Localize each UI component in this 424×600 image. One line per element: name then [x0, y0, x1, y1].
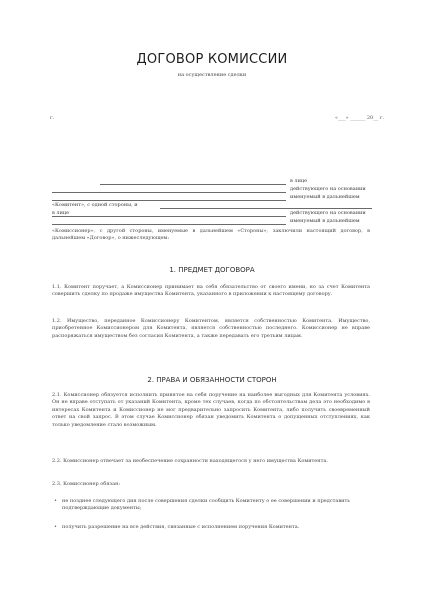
section-2-paragraph-3: 2.3. Комиссионер обязан: — [52, 481, 121, 487]
section-2-bullet-2 — [52, 524, 370, 531]
bullet-text: получить разрешение на все действия, связанные с исполнением поручения Комитента. — [62, 524, 300, 530]
document-subtitle: на осуществление сделки — [177, 72, 247, 78]
section-2-bullet-1 — [52, 498, 370, 513]
party-2-name-blank — [52, 216, 286, 217]
section-2-paragraph-2: 2.2. Комиссионер отвечает за необеспечение сохранности находящегося у него имущества Комитента. — [52, 458, 328, 464]
party-1-in-person: в лице — [290, 178, 308, 184]
section-1-paragraph-2: 1.2. Имущество, переданное Комиссионеру Комитентом, является собственностью Комитента. Имущество, приобретенное Комиссионером для Комитента, является собственностью последнего. Комиссионер не вправе распоряжаться имуществом без согласия Комитента, а также передавать его третьим лицам. — [52, 318, 370, 339]
party-1-basis: действующего на основании — [290, 186, 366, 192]
date-field: «___» ______ 20__ г. — [335, 115, 384, 121]
party-2-blank — [160, 208, 372, 209]
bullet-text: не позднее следующего дня после совершения сделки сообщить Комитенту о ее совершении и представить подтверждающие документы; — [62, 498, 350, 512]
section-1-paragraph-1: 1.1. Комитент поручает, а Комиссионер принимает на себя обязательство от своего имени, но за счет Комитента совершить сделку по продаже имущества Комитента, указанного в приложении к настоящему договору. — [52, 284, 370, 298]
party-1-rep-blank — [52, 192, 286, 193]
bullet-dot: • — [54, 498, 57, 504]
bullet-dot: • — [54, 524, 57, 530]
party-1-doc-blank — [52, 200, 286, 201]
party-2-basis: действующего на основании — [290, 210, 366, 216]
party-1-role: «Комитент», с одной стороны, и — [52, 202, 138, 208]
party-2-named: именуемый в дальнейшем — [290, 218, 360, 224]
section-2-heading: 2. ПРАВА И ОБЯЗАННОСТИ СТОРОН — [147, 376, 277, 384]
party-2-in-person: в лице — [52, 210, 70, 216]
parties-conclusion: «Комиссионер», с другой стороны, именуемые в дальнейшем «Стороны», заключили настоящий договор, в дальнейшем «Договор», о нижеследующем: — [52, 228, 370, 242]
section-1-heading: 1. ПРЕДМЕТ ДОГОВОРА — [169, 266, 255, 274]
party-1-named: именуемый в дальнейшем — [290, 194, 360, 200]
party-1-blank — [100, 184, 286, 185]
party-2-doc-blank — [52, 224, 286, 225]
section-2-paragraph-1: 2.1. Комиссионер обязуется исполнить принятое на себя поручение на наиболее выгодных для Комитента условиях. Он не вправе отступать от указаний Комитента, кроме тех случаев, когда по обстоятельствам дела это необходимо в интересах Комитента и Комиссионер не мог предварительно запросить Комитента, либо получить своевременный ответ на свой запрос. В этом случае Комиссионер обязан уведомить Комитента о допущенных отступлениях, как только уведомление стало возможным. — [52, 392, 370, 428]
document-title: ДОГОВОР КОМИССИИ — [136, 52, 288, 67]
place-field: г. — [50, 115, 55, 121]
